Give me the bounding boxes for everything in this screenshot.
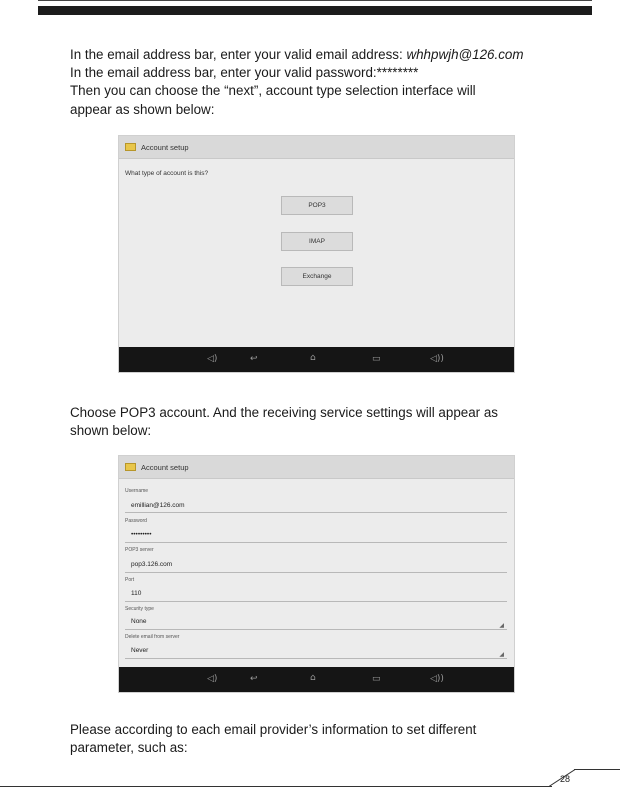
port-label: Port [125,577,135,583]
back-icon[interactable]: ↩ [250,674,258,684]
volume-up-icon[interactable]: ◁)) [430,674,444,684]
pop3-button[interactable]: POP3 [281,196,353,215]
screenshot-title-bar [119,456,514,479]
port-field[interactable]: 110 [131,590,142,597]
dropdown-arrow-icon[interactable]: ◢ [499,622,504,629]
header-rule-thin [38,0,592,1]
android-nav-bar [119,347,514,372]
android-nav-bar [119,667,514,692]
imap-button[interactable]: IMAP [281,232,353,251]
account-type-question: What type of account is this? [125,170,209,177]
home-icon[interactable]: ⌂ [310,353,316,363]
username-field[interactable]: emillian@126.com [131,502,185,509]
exchange-button[interactable]: Exchange [281,267,353,286]
outro-line-1: Please according to each email provider’s information to set different [70,722,477,737]
security-type-underline [125,629,507,630]
volume-down-icon[interactable]: ◁) [207,354,218,364]
security-type-select[interactable]: None [131,618,147,625]
screenshot-title: Account setup [141,142,189,152]
username-label: Username [125,488,149,494]
dropdown-arrow-icon[interactable]: ◢ [499,651,504,658]
header-rule-thick [38,6,592,15]
account-type-screenshot [118,135,515,373]
intro-line-4: appear as shown below: [70,101,215,117]
outro-paragraph [70,721,590,757]
port-underline [125,601,507,602]
middle-line-1: Choose POP3 account. And the receiving service settings will appear as [70,405,498,420]
email-example: whhpwjh@126.com [406,47,524,62]
intro-paragraph [70,46,590,119]
screenshot-title: Account setup [141,462,189,472]
recents-icon[interactable]: ▭ [372,354,381,364]
intro-line-3: Then you can choose the “next”, account type selection interface will [70,83,476,99]
middle-line-2: shown below: [70,423,152,439]
pop3-server-field[interactable]: pop3.126.com [131,561,173,568]
delete-email-label: Delete email from server [125,634,180,640]
back-icon[interactable]: ↩ [250,354,258,364]
delete-email-underline [125,658,507,659]
intro-line-1: In the email address bar, enter your valid email address: whhpwjh@126.com [70,47,524,62]
recents-icon[interactable]: ▭ [372,674,381,684]
footer-rule [0,786,552,787]
delete-email-select[interactable]: Never [131,647,149,654]
pop3-settings-screenshot [118,455,515,693]
username-underline [125,512,507,513]
pop3-server-underline [125,572,507,573]
page-number: 28 [560,774,571,784]
footer-rule-upper [574,769,620,770]
home-icon[interactable]: ⌂ [310,673,316,683]
screenshot-title-bar [119,136,514,159]
pop3-server-label: POP3 server [125,547,154,553]
password-underline [125,542,507,543]
intro-line-2: In the email address bar, enter your valid password:******** [70,65,419,81]
email-icon [125,143,136,151]
password-label: Password [125,518,147,524]
security-type-label: Security type [125,606,154,612]
email-icon [125,463,136,471]
volume-up-icon[interactable]: ◁)) [430,354,444,364]
outro-line-2: parameter, such as: [70,740,188,756]
middle-paragraph [70,404,590,440]
volume-down-icon[interactable]: ◁) [207,674,218,684]
password-field[interactable]: ••••••••• [131,531,152,538]
